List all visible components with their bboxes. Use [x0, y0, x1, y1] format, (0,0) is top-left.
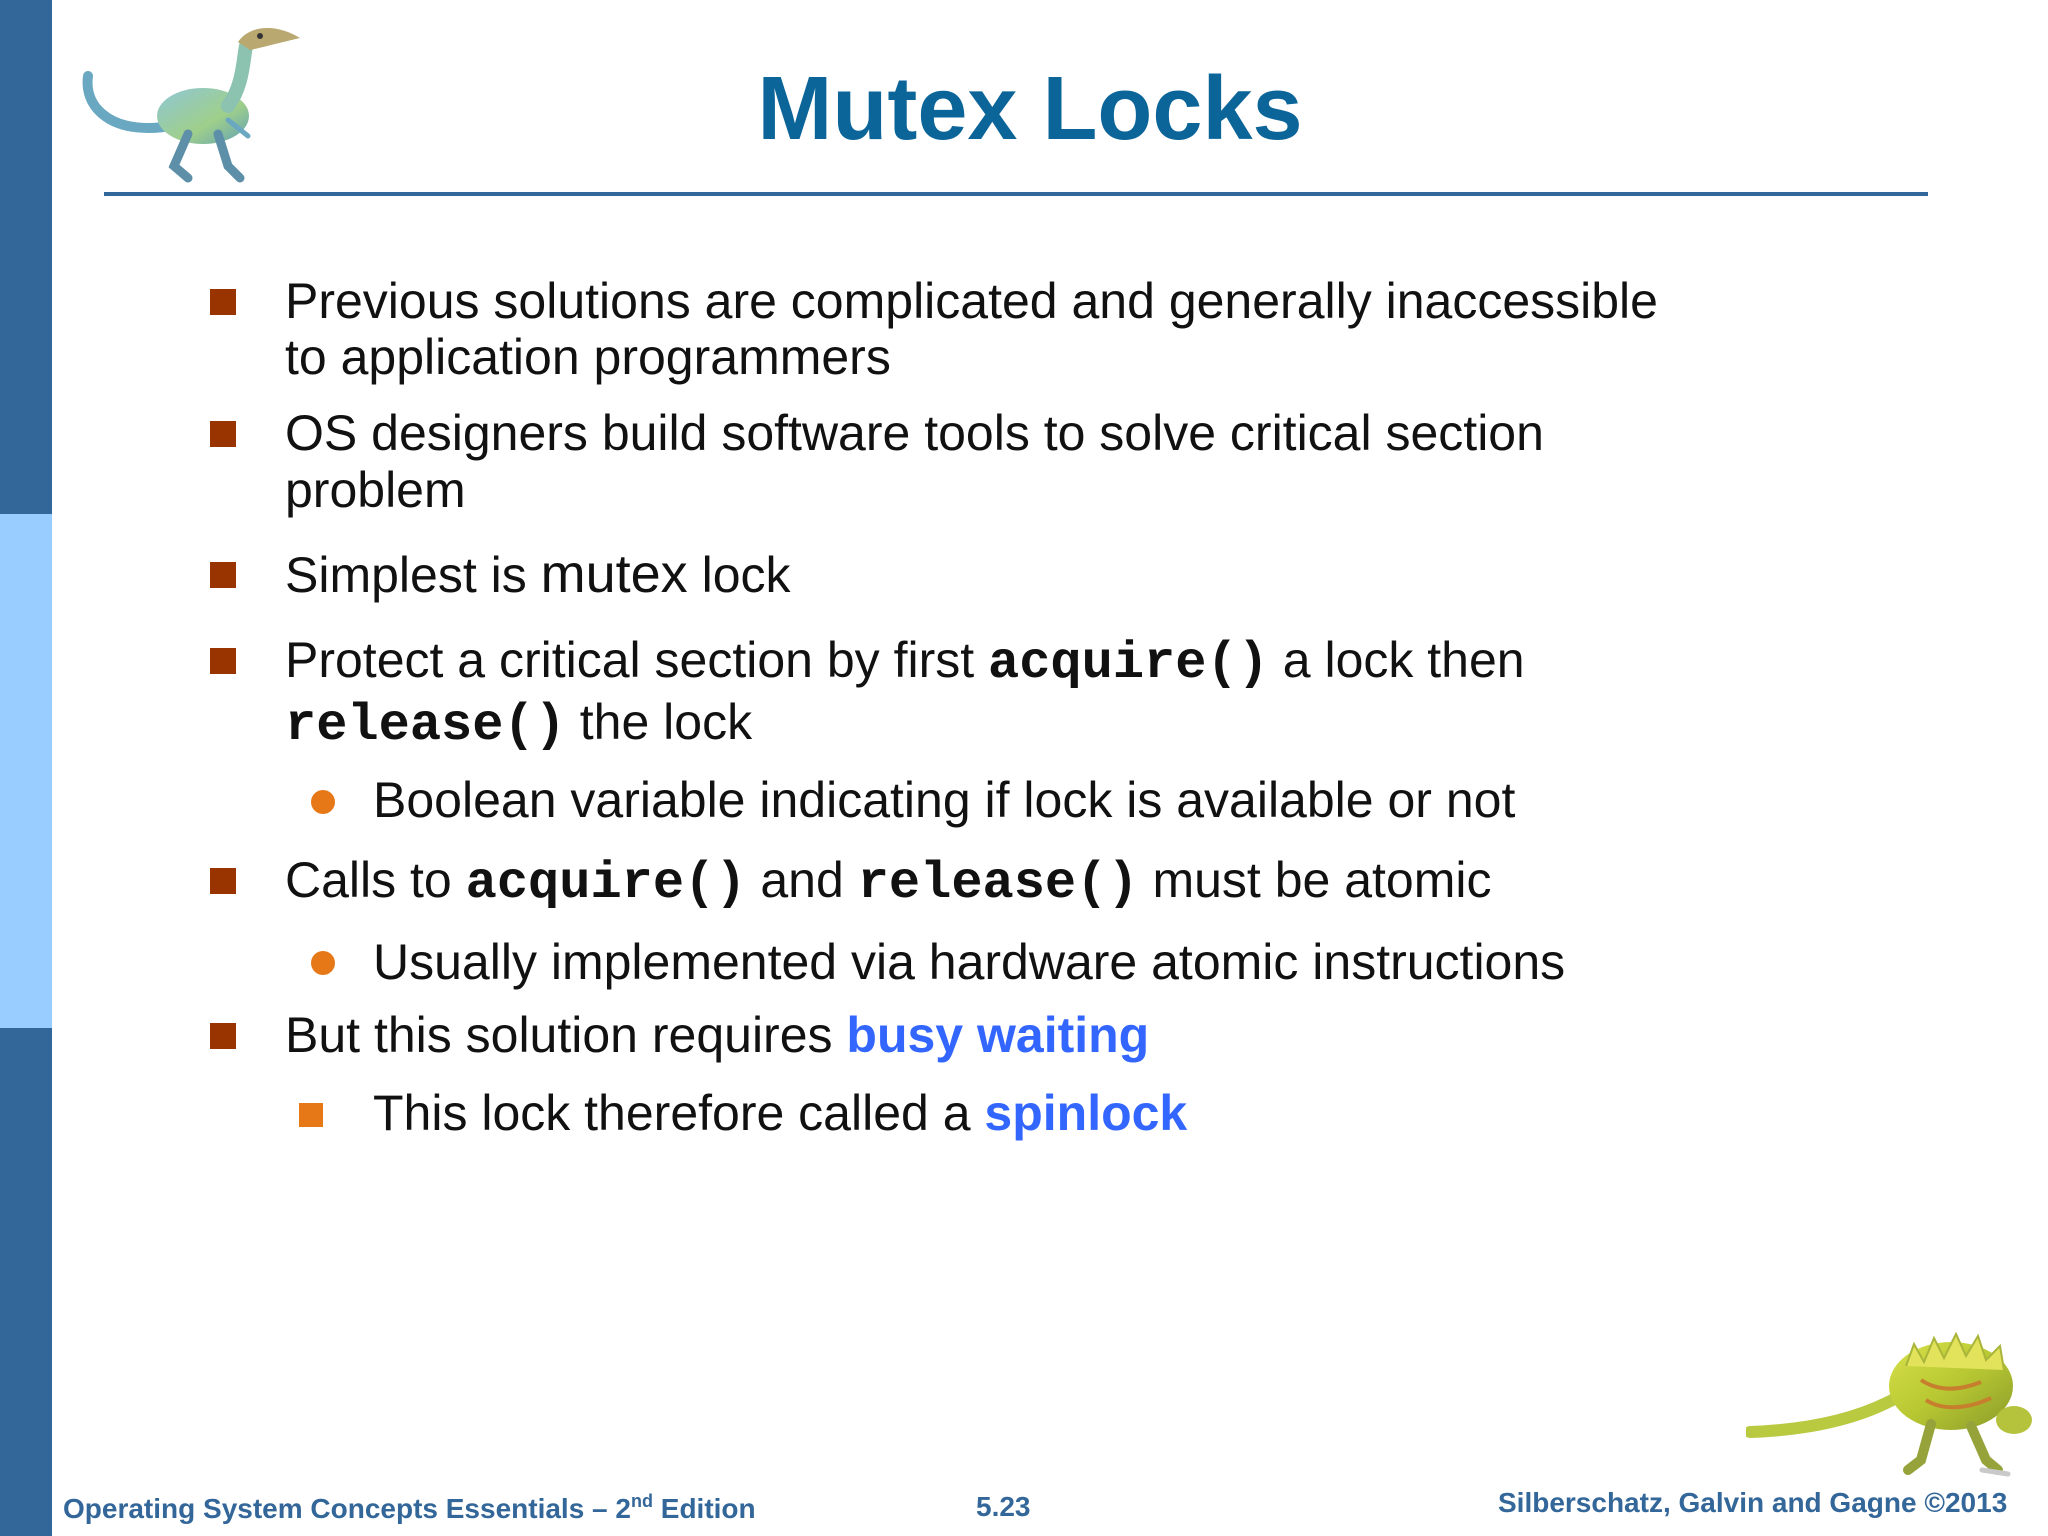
left-sidebar-band: [0, 0, 52, 1536]
highlight-busy-waiting: busy waiting: [846, 1007, 1150, 1063]
bullet-text: OS designers build software tools to solve critical section: [285, 405, 1544, 461]
code-release: release(): [285, 696, 566, 755]
text-segment: Protect a critical section by first: [285, 632, 989, 688]
term-mutex: mutex: [540, 544, 688, 604]
text-segment: Simplest is: [285, 547, 541, 603]
text-segment: lock: [687, 547, 791, 603]
bullet-square: [210, 562, 236, 588]
bullet-square: [210, 1023, 236, 1049]
footer-book-title: [63, 1493, 756, 1525]
text-segment: a lock then: [1268, 632, 1525, 688]
text-segment: Calls to: [285, 852, 466, 908]
slide-title: Mutex Locks: [757, 59, 1303, 159]
text-segment: and: [746, 852, 858, 908]
text-segment: But this solution requires: [285, 1007, 847, 1063]
sub-bullet-text: [373, 1085, 1187, 1141]
bullet-square: [210, 648, 236, 674]
bullet-text: [285, 546, 791, 603]
bullet-text: [285, 632, 1525, 692]
bullet-text: Previous solutions are complicated and generally inaccessible: [285, 273, 1658, 329]
slide-title-container: [640, 58, 1420, 161]
bullet-text-continued: to application programmers: [285, 329, 891, 385]
dinosaur-bottom-right-image: [1746, 1310, 2036, 1490]
highlight-spinlock: spinlock: [984, 1085, 1188, 1141]
sub-bullet-text: Usually implemented via hardware atomic instructions: [373, 934, 1566, 990]
text-segment: must be atomic: [1138, 852, 1492, 908]
sidebar-band-top: [0, 0, 52, 514]
code-acquire: acquire(): [988, 634, 1269, 693]
footer-book-title-suffix: Edition: [652, 1493, 756, 1524]
dinosaur-top-left-image: [78, 16, 314, 192]
bullet-square: [210, 289, 236, 315]
bullet-square: [210, 868, 236, 894]
footer-book-title-text: Operating System Concepts Essentials – 2: [63, 1493, 631, 1524]
bullet-square: [210, 421, 236, 447]
sub-bullet-dot: [311, 951, 335, 975]
sub-bullet-text: Boolean variable indicating if lock is available or not: [373, 772, 1516, 828]
sub-bullet-square: [299, 1103, 323, 1127]
code-acquire: acquire(): [465, 854, 747, 913]
text-segment: This lock therefore called a: [373, 1085, 985, 1141]
bullet-text: [285, 852, 1491, 912]
bullet-text: [285, 1007, 1149, 1063]
title-underline-rule: [104, 192, 1928, 196]
sidebar-band-middle: [0, 514, 52, 1028]
sidebar-band-bottom: [0, 1028, 52, 1536]
sub-bullet-dot: [311, 790, 335, 814]
footer-book-superscript: nd: [630, 1491, 653, 1511]
code-release: release(): [857, 854, 1139, 913]
footer-authors: Silberschatz, Galvin and Gagne ©2013: [1498, 1487, 2008, 1518]
bullet-text-continued: problem: [285, 462, 466, 518]
text-segment: the lock: [565, 694, 753, 750]
bullet-text-continued: [285, 694, 752, 754]
footer-page-number: 5.23: [976, 1491, 1031, 1522]
